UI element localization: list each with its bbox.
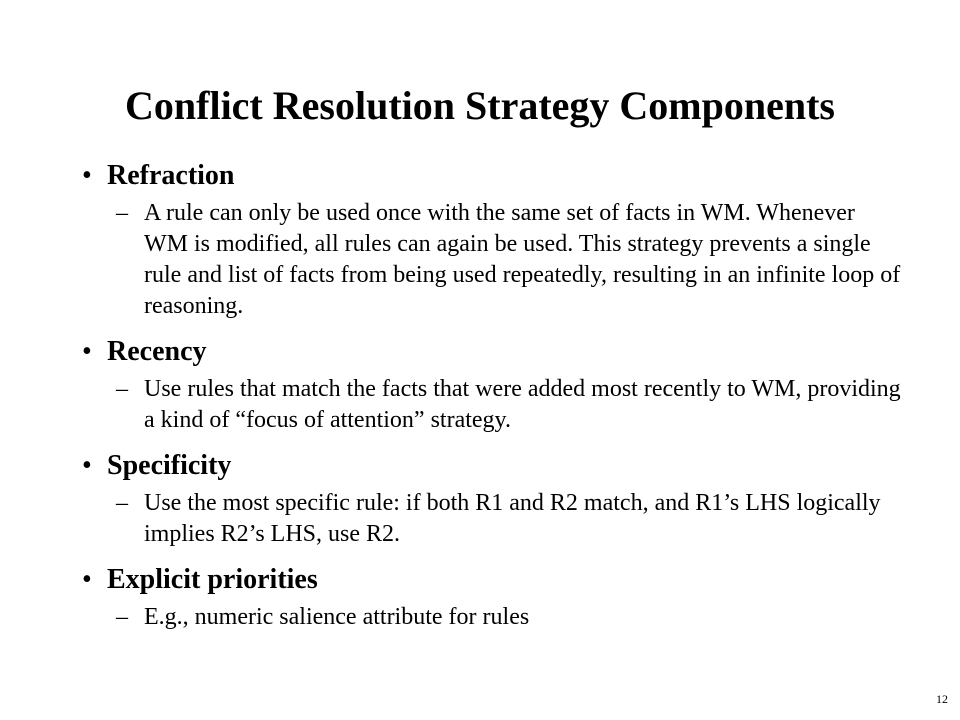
page-number: 12 (936, 692, 948, 706)
section-heading: Recency (107, 336, 207, 367)
section-subitem-text: Use the most specific rule: if both R1 and R2 match, and R1’s LHS logically implies R2’s LHS, use R2. (144, 490, 881, 547)
section-specificity (82, 448, 902, 550)
bullet-icon: • (82, 450, 92, 481)
section-heading-row (82, 448, 902, 484)
section-subitem-text: E.g., numeric salience attribute for rules (144, 604, 530, 630)
section-subitem-text: A rule can only be used once with the same set of facts in WM. Whenever WM is modified, all rules can again be used. This strategy prevents a single rule and list of facts from being used repeatedly, resulting in an infinite loop of reasoning. (144, 200, 901, 319)
bullet-icon: • (82, 564, 92, 595)
bullet-icon: • (82, 336, 92, 367)
section-subitem-row (116, 488, 902, 550)
section-refraction (82, 158, 902, 322)
section-explicit-priorities (82, 562, 902, 633)
dash-icon: – (116, 376, 128, 402)
section-recency (82, 334, 902, 436)
slide-content (82, 158, 902, 633)
section-subitem-row (116, 198, 902, 322)
slide-title: Conflict Resolution Strategy Components (125, 83, 835, 128)
section-heading: Specificity (107, 450, 232, 481)
bullet-icon: • (82, 160, 92, 191)
dash-icon: – (116, 604, 128, 630)
section-heading: Explicit priorities (107, 564, 318, 595)
section-subitem-row (116, 602, 902, 633)
section-heading-row (82, 334, 902, 370)
section-subitem-text: Use rules that match the facts that were added most recently to WM, providing a kind of “focus of attention” strategy. (144, 376, 901, 433)
dash-icon: – (116, 490, 128, 516)
section-subitem-row (116, 374, 902, 436)
section-heading-row (82, 158, 902, 194)
dash-icon: – (116, 200, 128, 226)
section-heading: Refraction (107, 160, 235, 191)
section-heading-row (82, 562, 902, 598)
